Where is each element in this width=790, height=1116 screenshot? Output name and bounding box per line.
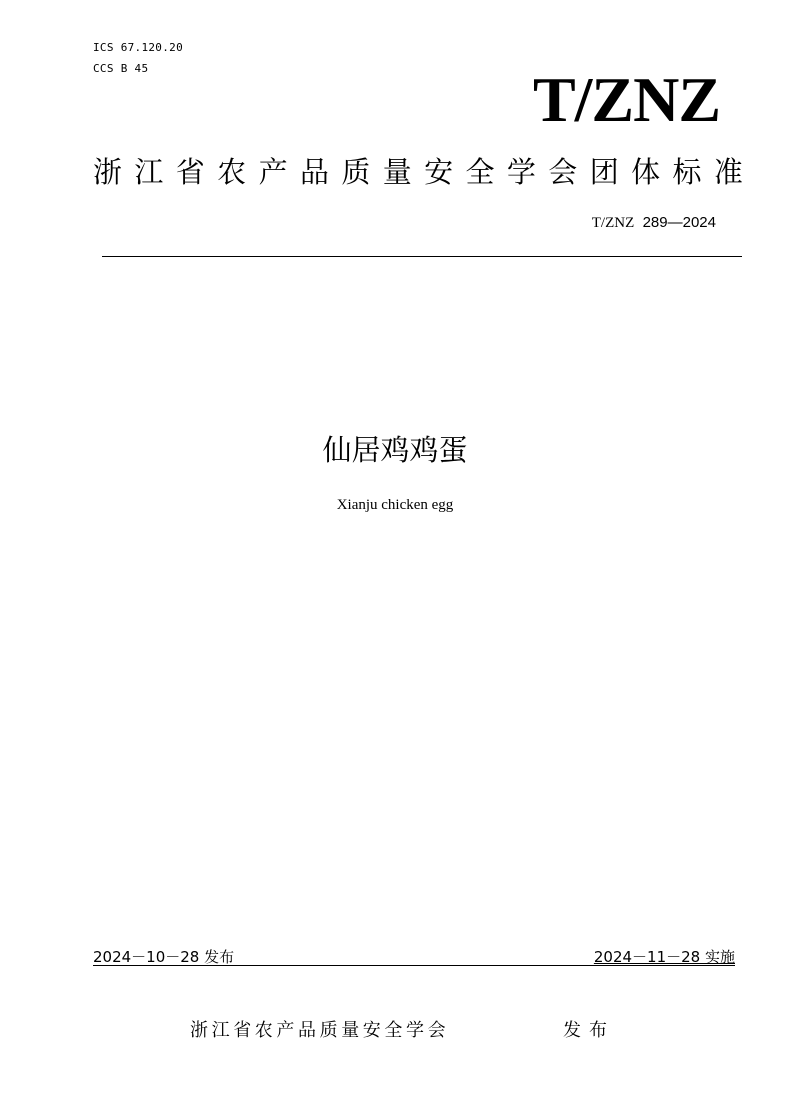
org-title-char: 浙 [93,155,123,189]
org-title-char: 产 [258,155,288,189]
org-title-char: 质 [341,155,371,189]
standard-number [440,214,716,232]
org-title-char: 省 [175,155,205,189]
footer-divider [93,965,735,966]
header-divider [102,256,742,257]
publish-label: 发布 [563,1020,615,1041]
org-title-char: 标 [672,155,702,189]
ics-code: ICS 67.120.20 [93,41,183,54]
org-title-char: 江 [134,155,164,189]
org-title-char: 会 [548,155,578,189]
org-title-char: 品 [299,155,329,189]
org-title-char: 全 [465,155,495,189]
org-title-char: 安 [424,155,454,189]
implementation-date: 2024－11－28 实施 [593,948,735,966]
standard-code: T/ZNZ [591,215,635,231]
org-title-char: 团 [589,155,619,189]
org-title-char: 学 [506,155,536,189]
publisher-name: 浙江省农产品质量安全学会 [190,1020,450,1041]
org-title-char: 体 [631,155,661,189]
document-title-en: Xianju chicken egg [336,497,454,513]
org-title-char: 准 [713,155,743,189]
org-title-char: 量 [382,155,412,189]
issue-date: 2024－10－28 发布 [93,948,235,966]
organization-standard-title [93,152,743,192]
org-title-char: 农 [217,155,247,189]
ccs-code: CCS B 45 [93,62,149,75]
document-title-zh: 仙居鸡鸡蛋 [322,433,468,467]
standard-logo: T/ZNZ [532,64,720,135]
standard-serial: 289—2024 [642,214,716,231]
